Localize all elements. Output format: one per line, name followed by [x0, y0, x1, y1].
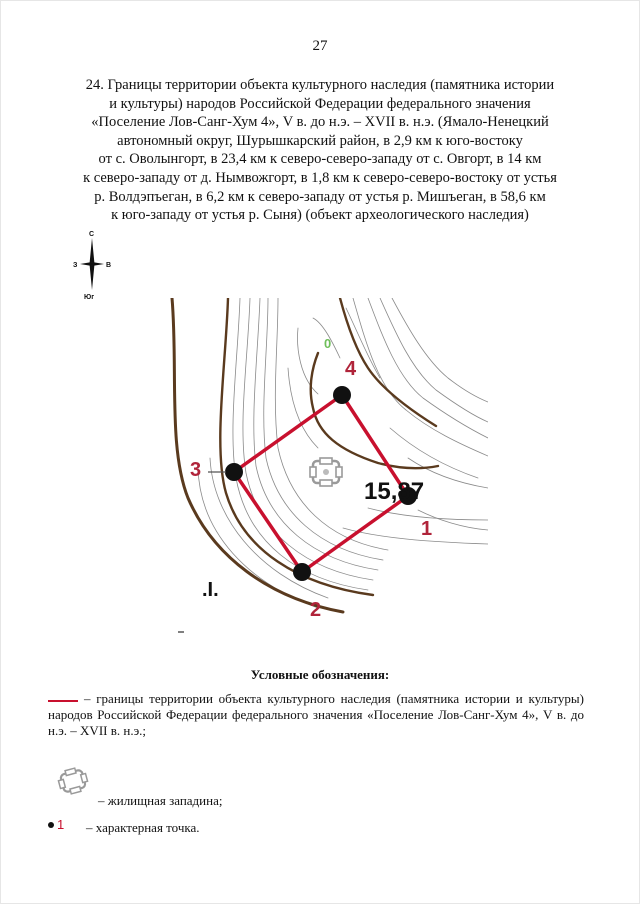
contour-label: 0: [324, 336, 332, 351]
document-title: [40, 76, 600, 225]
point-label-1: 1: [421, 518, 433, 540]
boundary-point-3: [225, 463, 243, 481]
title-line: к юго-западу от устья р. Сыня) (объект археологического наследия): [111, 207, 529, 224]
hill-marker: .I.: [202, 579, 219, 601]
compass-rose-icon: [72, 226, 112, 302]
compass-west-label: З: [73, 262, 78, 269]
point-label-3: 3: [190, 459, 202, 481]
dwelling-pit-icon: [310, 458, 342, 486]
compass-east-label: В: [106, 262, 112, 269]
point-legend-dot-icon: [48, 822, 54, 828]
compass-north-label: С: [89, 231, 95, 238]
title-line: «Поселение Лов-Санг-Хум 4», V в. до н.э. – XVII в. н.э. (Ямало-Ненецкий: [91, 114, 549, 131]
title-line: от с. Оволынгорт, в 23,4 км к северо-северо-западу от с. Овгорт, в 14 км: [98, 151, 542, 168]
dwelling-pit-legend-icon: [56, 764, 92, 800]
title-line: р. Волдэпъеган, в 6,2 км к северо-западу от устья р. Мишъеган, в 58,6 км: [94, 188, 546, 205]
boundary-point-4: [333, 386, 351, 404]
point-label-2: 2: [310, 599, 322, 621]
legend-heading: Условные обозначения:: [250, 667, 390, 682]
title-line: и культуры) народов Российской Федерации федерального значения: [109, 95, 531, 112]
point-legend-label: 1: [57, 817, 65, 832]
title-line: автономный округ, Шурышкарский район, в 2,9 км к юго-востоку: [117, 132, 523, 149]
dwelling-pit-legend-text: – жилищная западина;: [98, 793, 223, 808]
point-legend-text: – характерная точка.: [86, 820, 200, 835]
boundary-point-2: [293, 563, 311, 581]
point-label-4: 4: [345, 358, 357, 380]
site-map: [168, 298, 488, 638]
compass-south-label: Юг: [84, 294, 95, 301]
title-line: 24. Границы территории объекта культурного наследия (памятника истории: [85, 77, 555, 93]
title-line: к северо-западу от д. Нымвожгорт, в 1,8 км к северо-северо-востоку от устья: [83, 169, 557, 186]
page-number: 27: [312, 38, 328, 54]
elevation-label: 15,87: [364, 478, 425, 505]
boundary-legend-text: – границы территории объекта культурного наследия (памятника истории и культуры) народов Российской Федерации федерального значения «Поселение Лов-Санг-Хум 4», V в. до н.э. – XVII в. н.э.;: [48, 691, 584, 738]
